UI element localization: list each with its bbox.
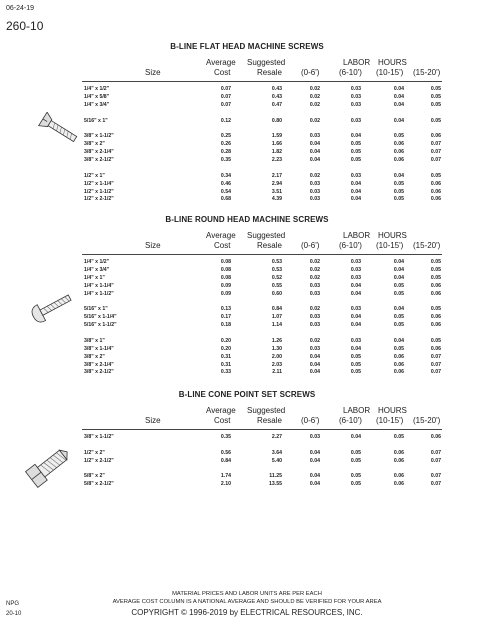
cell-labor-6-10: 0.04	[350, 322, 361, 329]
cell-labor-10-15: 0.05	[393, 180, 404, 187]
table-row	[0, 362, 494, 370]
page-number: 260-10	[6, 19, 44, 33]
cell-labor-10-15: 0.05	[393, 196, 404, 203]
cell-labor-0-6: 0.02	[309, 259, 320, 265]
cell-labor-15-20: 0.05	[430, 172, 441, 179]
cell-labor-15-20: 0.06	[430, 314, 441, 321]
cell-labor-0-6: 0.03	[309, 282, 320, 289]
table-row	[0, 149, 494, 157]
cell-average-cost: 0.35	[220, 434, 231, 440]
cell-labor-10-15: 0.05	[393, 188, 404, 195]
cell-suggested-resale: 1.30	[271, 345, 282, 352]
cell-labor-0-6: 0.04	[309, 361, 320, 368]
col-range-15-20: (15-20')	[413, 241, 441, 250]
cell-labor-0-6: 0.04	[309, 481, 320, 488]
cell-average-cost: 0.20	[220, 345, 231, 352]
cell-labor-6-10: 0.03	[350, 306, 361, 313]
cell-size: 1/2" x 2-1/2"	[84, 196, 114, 203]
table-row	[0, 86, 494, 94]
cell-size: 1/4" x 1-1/2"	[84, 290, 114, 297]
cell-size: 3/8" x 2-1/2"	[84, 157, 114, 164]
col-resale-label: Resale	[257, 416, 282, 425]
cell-average-cost: 0.09	[220, 290, 231, 297]
cell-labor-15-20: 0.05	[430, 93, 441, 100]
cell-labor-15-20: 0.05	[430, 337, 441, 344]
table-row	[0, 338, 494, 346]
col-range-10-15: (10-15')	[376, 68, 404, 77]
cell-labor-15-20: 0.06	[430, 133, 441, 140]
cell-suggested-resale: 13.55	[269, 481, 282, 488]
cell-labor-0-6: 0.03	[309, 314, 320, 321]
col-labor-label: LABOR	[343, 58, 371, 67]
col-range-6-10: (6-10')	[339, 416, 362, 425]
cell-labor-10-15: 0.04	[393, 337, 404, 344]
cell-average-cost: 0.07	[220, 86, 231, 92]
table-row	[0, 102, 494, 110]
cell-labor-15-20: 0.06	[430, 282, 441, 289]
cell-labor-10-15: 0.06	[393, 361, 404, 368]
table-row	[0, 181, 494, 189]
cell-labor-10-15: 0.06	[393, 141, 404, 148]
cell-labor-10-15: 0.05	[393, 322, 404, 329]
header-rule	[82, 429, 442, 430]
table-row	[0, 346, 494, 354]
footer-left-npg: NPG	[6, 601, 20, 607]
cell-labor-6-10: 0.04	[350, 282, 361, 289]
cell-suggested-resale: 1.26	[271, 337, 282, 344]
cell-labor-6-10: 0.05	[350, 157, 361, 164]
cell-average-cost: 0.46	[220, 180, 231, 187]
cell-labor-0-6: 0.03	[309, 133, 320, 140]
cell-average-cost: 0.08	[220, 259, 231, 265]
cell-labor-15-20: 0.07	[430, 149, 441, 156]
col-hours-label: HOURS	[378, 58, 407, 67]
table-row	[0, 173, 494, 181]
cell-size: 1/4" x 1-1/4"	[84, 282, 114, 289]
table-row	[0, 259, 494, 267]
cell-labor-10-15: 0.05	[393, 282, 404, 289]
cell-labor-0-6: 0.04	[309, 369, 320, 376]
cell-size: 1/2" x 1"	[84, 172, 105, 179]
cell-labor-0-6: 0.02	[309, 86, 320, 92]
cell-size: 1/2" x 2"	[84, 449, 105, 456]
table-row	[0, 157, 494, 165]
cell-labor-0-6: 0.02	[309, 274, 320, 281]
cell-suggested-resale: 2.11	[272, 369, 282, 376]
cell-labor-6-10: 0.04	[350, 314, 361, 321]
cell-labor-0-6: 0.04	[309, 473, 320, 480]
cell-suggested-resale: 0.43	[271, 93, 282, 100]
cell-labor-6-10: 0.04	[350, 188, 361, 195]
cell-labor-15-20: 0.05	[430, 266, 441, 273]
col-cost-label: Cost	[214, 68, 231, 77]
table-row	[0, 94, 494, 102]
cell-suggested-resale: 0.53	[271, 266, 282, 273]
col-range-0-6: (0-6')	[301, 68, 320, 77]
cell-labor-0-6: 0.03	[309, 188, 320, 195]
header-rule	[82, 81, 442, 82]
cell-suggested-resale: 11.25	[269, 473, 282, 480]
table-row	[0, 275, 494, 283]
cell-suggested-resale: 0.43	[271, 86, 282, 92]
cell-labor-10-15: 0.04	[393, 172, 404, 179]
cell-average-cost: 0.54	[220, 188, 231, 195]
cell-labor-6-10: 0.05	[350, 473, 361, 480]
col-suggested-label: Suggested	[247, 58, 286, 67]
cell-size: 5/16" x 1-1/4"	[84, 314, 117, 321]
cell-average-cost: 0.13	[220, 306, 231, 313]
col-range-15-20: (15-20')	[413, 68, 441, 77]
cell-size: 5/16" x 1-1/2"	[84, 322, 117, 329]
cell-labor-10-15: 0.04	[393, 101, 404, 108]
cell-labor-15-20: 0.06	[430, 196, 441, 203]
cell-size: 1/2" x 1-1/4"	[84, 180, 114, 187]
cell-labor-10-15: 0.05	[393, 434, 404, 440]
cell-average-cost: 0.33	[220, 369, 231, 376]
col-suggested-label: Suggested	[247, 406, 286, 415]
cell-labor-10-15: 0.06	[393, 449, 404, 456]
cell-labor-0-6: 0.04	[309, 457, 320, 464]
cell-suggested-resale: 0.55	[271, 282, 282, 289]
cell-labor-10-15: 0.05	[393, 133, 404, 140]
cell-labor-6-10: 0.03	[350, 101, 361, 108]
cell-suggested-resale: 2.00	[271, 353, 282, 360]
table-row	[0, 458, 494, 466]
cell-average-cost: 0.31	[220, 361, 231, 368]
cell-size: 3/8" x 1-1/4"	[84, 345, 114, 352]
cell-labor-6-10: 0.05	[350, 449, 361, 456]
footer-copyright: COPYRIGHT © 1996-2019 by ELECTRICAL RESOURCES, INC.	[131, 608, 363, 617]
cell-labor-0-6: 0.04	[309, 449, 320, 456]
cell-labor-15-20: 0.06	[430, 345, 441, 352]
table-row	[0, 189, 494, 197]
cell-labor-0-6: 0.02	[309, 266, 320, 273]
cell-suggested-resale: 0.52	[271, 274, 282, 281]
row-gap	[0, 466, 494, 474]
cell-labor-15-20: 0.05	[430, 101, 441, 108]
cell-labor-15-20: 0.07	[430, 473, 441, 480]
cell-suggested-resale: 2.03	[271, 361, 282, 368]
col-range-10-15: (10-15')	[376, 416, 404, 425]
cell-suggested-resale: 2.23	[271, 157, 282, 164]
cell-size: 1/4" x 3/4"	[84, 101, 110, 108]
footer-note-average: AVERAGE COST COLUMN IS A NATIONAL AVERAGE AND SHOULD BE VERIFIED FOR YOUR AREA	[112, 599, 382, 605]
cell-labor-0-6: 0.04	[309, 353, 320, 360]
cell-labor-10-15: 0.04	[393, 274, 404, 281]
cell-size: 5/8" x 2-1/2"	[84, 481, 114, 488]
col-size-label: Size	[145, 416, 161, 425]
cell-labor-10-15: 0.06	[393, 353, 404, 360]
cell-labor-15-20: 0.06	[430, 322, 441, 329]
cell-size: 3/8" x 2"	[84, 353, 105, 360]
cell-size: 3/8" x 1-1/2"	[84, 434, 114, 440]
cell-labor-15-20: 0.05	[430, 259, 441, 265]
cell-average-cost: 0.08	[220, 274, 231, 281]
cell-size: 1/2" x 1-1/2"	[84, 188, 114, 195]
col-hours-label: HOURS	[378, 231, 407, 240]
cell-suggested-resale: 1.82	[271, 149, 282, 156]
cell-labor-15-20: 0.07	[430, 353, 441, 360]
table-row	[0, 369, 494, 377]
cell-average-cost: 0.07	[220, 101, 231, 108]
cell-size: 1/4" x 1/2"	[84, 86, 110, 92]
cell-suggested-resale: 1.59	[271, 133, 282, 140]
cell-suggested-resale: 0.84	[271, 306, 282, 313]
cell-labor-10-15: 0.04	[393, 266, 404, 273]
cell-labor-15-20: 0.06	[430, 434, 441, 440]
cell-average-cost: 0.84	[220, 457, 231, 464]
cell-size: 1/4" x 5/8"	[84, 93, 110, 100]
cell-labor-10-15: 0.04	[393, 86, 404, 92]
cell-labor-6-10: 0.03	[350, 172, 361, 179]
cell-size: 3/8" x 1"	[84, 337, 105, 344]
cell-labor-6-10: 0.04	[350, 290, 361, 297]
cell-labor-0-6: 0.04	[309, 157, 320, 164]
cell-size: 3/8" x 2-1/2"	[84, 369, 114, 376]
cell-labor-6-10: 0.05	[350, 353, 361, 360]
cell-labor-0-6: 0.03	[309, 434, 320, 440]
cell-labor-15-20: 0.07	[430, 369, 441, 376]
cell-average-cost: 0.25	[220, 133, 231, 140]
cell-size: 5/16" x 1"	[84, 117, 108, 124]
cell-labor-10-15: 0.04	[393, 93, 404, 100]
cell-labor-6-10: 0.04	[350, 434, 361, 440]
column-header	[0, 231, 494, 255]
col-hours-label: HOURS	[378, 406, 407, 415]
col-average-label: Average	[206, 406, 236, 415]
cell-labor-6-10: 0.05	[350, 361, 361, 368]
cell-labor-6-10: 0.05	[350, 481, 361, 488]
cell-labor-10-15: 0.05	[393, 290, 404, 297]
col-labor-label: LABOR	[343, 231, 371, 240]
cell-size: 3/8" x 2-1/4"	[84, 149, 114, 156]
cell-average-cost: 2.10	[220, 481, 231, 488]
page-date: 06-24-19	[6, 5, 35, 12]
row-gap	[0, 330, 494, 338]
cell-labor-0-6: 0.04	[309, 149, 320, 156]
cell-size: 5/8" x 2"	[84, 473, 105, 480]
cell-labor-6-10: 0.05	[350, 141, 361, 148]
cell-suggested-resale: 1.07	[271, 314, 282, 321]
cell-labor-6-10: 0.04	[350, 345, 361, 352]
col-size-label: Size	[145, 241, 161, 250]
cell-average-cost: 0.12	[220, 117, 231, 124]
cell-size: 3/8" x 2-1/4"	[84, 361, 114, 368]
cell-suggested-resale: 0.53	[271, 259, 282, 265]
col-cost-label: Cost	[214, 416, 231, 425]
footer-left-code: 20-10	[6, 611, 22, 617]
cell-labor-6-10: 0.03	[350, 86, 361, 92]
table-row	[0, 354, 494, 362]
cell-labor-0-6: 0.02	[309, 172, 320, 179]
cell-labor-6-10: 0.05	[350, 457, 361, 464]
col-resale-label: Resale	[257, 68, 282, 77]
round-head-screw-icon	[27, 291, 77, 323]
cell-labor-0-6: 0.02	[309, 337, 320, 344]
cell-labor-10-15: 0.04	[393, 117, 404, 124]
cell-labor-15-20: 0.07	[430, 449, 441, 456]
cell-labor-15-20: 0.07	[430, 481, 441, 488]
cell-labor-6-10: 0.05	[350, 369, 361, 376]
cell-size: 3/8" x 2"	[84, 141, 105, 148]
cell-labor-10-15: 0.06	[393, 457, 404, 464]
cell-suggested-resale: 2.17	[271, 172, 282, 179]
cell-labor-6-10: 0.03	[350, 93, 361, 100]
cell-labor-0-6: 0.02	[309, 93, 320, 100]
cell-labor-10-15: 0.06	[393, 481, 404, 488]
cell-labor-0-6: 0.03	[309, 345, 320, 352]
cell-size: 1/4" x 3/4"	[84, 266, 110, 273]
cell-average-cost: 0.28	[220, 149, 231, 156]
cell-labor-6-10: 0.03	[350, 337, 361, 344]
cell-average-cost: 0.68	[220, 196, 231, 203]
col-range-10-15: (10-15')	[376, 241, 404, 250]
cell-suggested-resale: 1.66	[271, 141, 282, 148]
col-range-6-10: (6-10')	[339, 241, 362, 250]
cell-labor-0-6: 0.03	[309, 322, 320, 329]
cell-suggested-resale: 2.27	[271, 434, 282, 440]
cell-labor-15-20: 0.06	[430, 180, 441, 187]
cell-labor-15-20: 0.07	[430, 157, 441, 164]
col-suggested-label: Suggested	[247, 231, 286, 240]
cell-labor-6-10: 0.03	[350, 274, 361, 281]
cell-average-cost: 1.74	[220, 473, 231, 480]
table-row	[0, 196, 494, 204]
table-row	[0, 267, 494, 275]
cell-suggested-resale: 1.14	[271, 322, 282, 329]
cell-labor-15-20: 0.07	[430, 457, 441, 464]
col-average-label: Average	[206, 58, 236, 67]
cell-average-cost: 0.08	[220, 266, 231, 273]
cell-size: 5/16" x 1"	[84, 306, 108, 313]
cell-labor-10-15: 0.04	[393, 259, 404, 265]
cell-labor-0-6: 0.02	[309, 306, 320, 313]
cell-labor-10-15: 0.06	[393, 149, 404, 156]
row-gap	[0, 165, 494, 173]
col-labor-label: LABOR	[343, 406, 371, 415]
col-range-0-6: (0-6')	[301, 241, 320, 250]
header-rule	[82, 254, 442, 255]
cell-average-cost: 0.35	[220, 157, 231, 164]
cell-size: 1/4" x 1"	[84, 274, 105, 281]
table-row	[0, 473, 494, 481]
cell-labor-10-15: 0.06	[393, 157, 404, 164]
cell-labor-15-20: 0.05	[430, 86, 441, 92]
col-resale-label: Resale	[257, 241, 282, 250]
cell-average-cost: 0.31	[220, 353, 231, 360]
cell-suggested-resale: 5.40	[271, 457, 282, 464]
footer-note-per-each: MATERIAL PRICES AND LABOR UNITS ARE PER EACH	[172, 591, 322, 597]
cell-labor-6-10: 0.04	[350, 133, 361, 140]
cell-labor-6-10: 0.03	[350, 117, 361, 124]
cell-suggested-resale: 0.60	[271, 290, 282, 297]
col-range-15-20: (15-20')	[413, 416, 441, 425]
cell-labor-15-20: 0.05	[430, 306, 441, 313]
cell-labor-15-20: 0.07	[430, 141, 441, 148]
cell-labor-6-10: 0.05	[350, 149, 361, 156]
cell-labor-15-20: 0.07	[430, 361, 441, 368]
cell-labor-6-10: 0.03	[350, 266, 361, 273]
table-set-screws	[0, 434, 494, 489]
table-row	[0, 450, 494, 458]
col-range-6-10: (6-10')	[339, 68, 362, 77]
cell-labor-15-20: 0.05	[430, 274, 441, 281]
cell-labor-10-15: 0.04	[393, 306, 404, 313]
table-row	[0, 434, 494, 442]
cell-labor-10-15: 0.06	[393, 473, 404, 480]
cell-labor-0-6: 0.03	[309, 180, 320, 187]
col-range-0-6: (0-6')	[301, 416, 320, 425]
set-screw-icon	[24, 440, 74, 492]
cell-size: 1/2" x 2-1/2"	[84, 457, 114, 464]
cell-average-cost: 0.26	[220, 141, 231, 148]
cell-labor-6-10: 0.04	[350, 180, 361, 187]
flat-head-screw-icon	[36, 112, 82, 146]
cell-average-cost: 0.56	[220, 449, 231, 456]
cell-average-cost: 0.17	[220, 314, 231, 321]
cell-average-cost: 0.18	[220, 322, 231, 329]
cell-labor-0-6: 0.03	[309, 196, 320, 203]
table-row	[0, 481, 494, 489]
cell-suggested-resale: 0.47	[271, 101, 282, 108]
cell-average-cost: 0.20	[220, 337, 231, 344]
cell-suggested-resale: 4.39	[271, 196, 282, 203]
col-cost-label: Cost	[214, 241, 231, 250]
cell-suggested-resale: 0.80	[271, 117, 282, 124]
cell-labor-0-6: 0.02	[309, 101, 320, 108]
cell-labor-6-10: 0.04	[350, 196, 361, 203]
row-gap	[0, 442, 494, 450]
cell-labor-10-15: 0.05	[393, 314, 404, 321]
cell-size: 1/4" x 1/2"	[84, 259, 110, 265]
cell-suggested-resale: 3.51	[271, 188, 282, 195]
section-title-flat-head: B-LINE FLAT HEAD MACHINE SCREWS	[170, 42, 324, 51]
col-average-label: Average	[206, 231, 236, 240]
cell-labor-10-15: 0.06	[393, 369, 404, 376]
cell-average-cost: 0.07	[220, 93, 231, 100]
cell-labor-10-15: 0.05	[393, 345, 404, 352]
cell-average-cost: 0.34	[220, 172, 231, 179]
cell-labor-15-20: 0.05	[430, 117, 441, 124]
cell-labor-0-6: 0.03	[309, 290, 320, 297]
column-header	[0, 406, 494, 430]
section-title-set-screws: B-LINE CONE POINT SET SCREWS	[178, 390, 316, 399]
col-size-label: Size	[145, 68, 161, 77]
table-row	[0, 322, 494, 330]
column-header	[0, 58, 494, 82]
cell-labor-15-20: 0.06	[430, 188, 441, 195]
cell-labor-0-6: 0.04	[309, 141, 320, 148]
section-title-round-head: B-LINE ROUND HEAD MACHINE SCREWS	[165, 215, 329, 224]
cell-average-cost: 0.09	[220, 282, 231, 289]
cell-labor-0-6: 0.02	[309, 117, 320, 124]
cell-labor-15-20: 0.06	[430, 290, 441, 297]
cell-suggested-resale: 3.64	[271, 449, 282, 456]
cell-size: 3/8" x 1-1/2"	[84, 133, 114, 140]
cell-suggested-resale: 2.94	[271, 180, 282, 187]
cell-labor-6-10: 0.03	[350, 259, 361, 265]
table-row	[0, 283, 494, 291]
